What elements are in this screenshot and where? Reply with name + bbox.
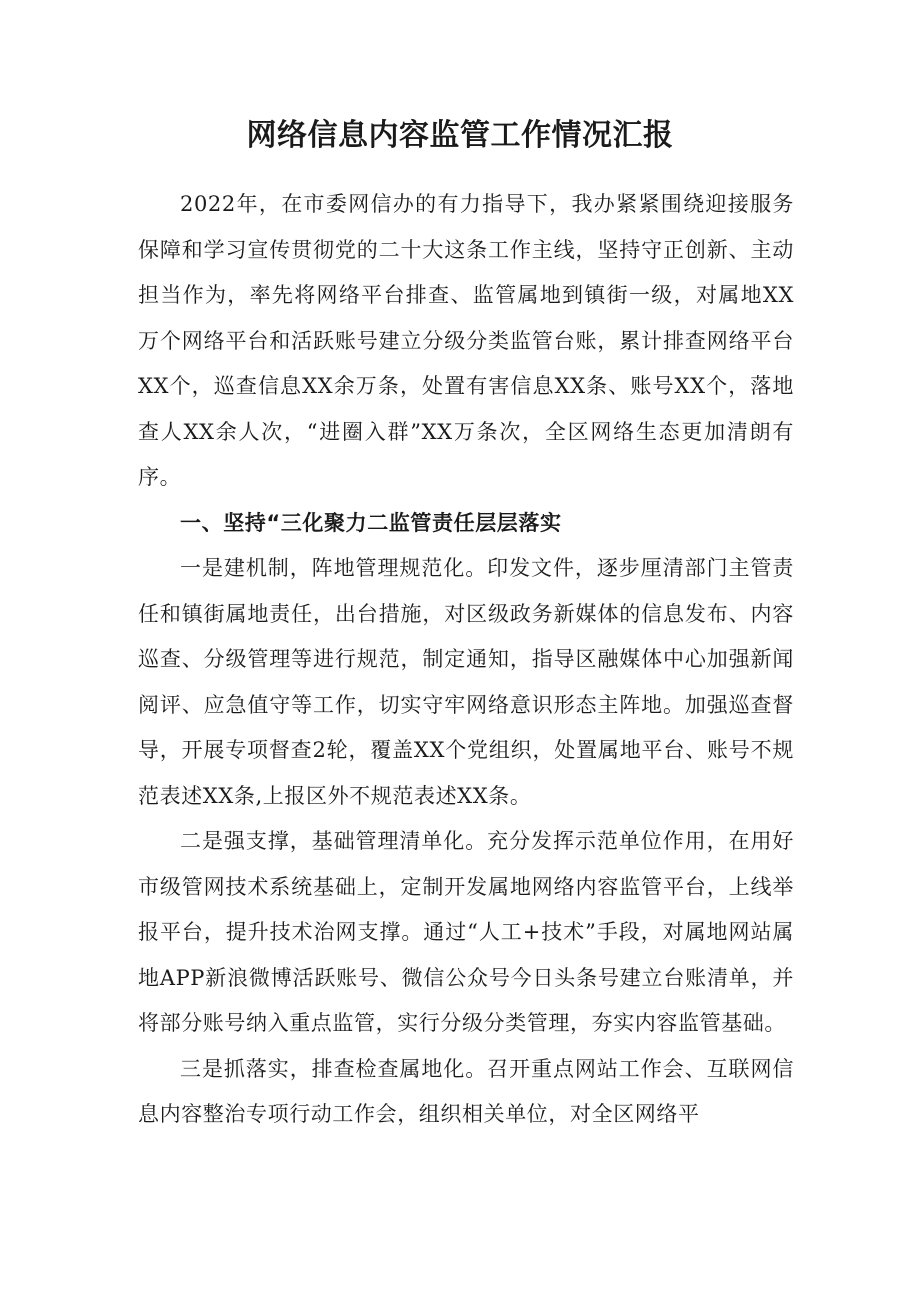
section-heading-1: 一、坚持“三化聚力二监管责任层层落实 [180,510,562,535]
paragraph-support: 二是强支撑，基础管理清单化。充分发挥示范单位作用，在用好市级管网技术系统基础上，定制开发属地网络内容监管平台，上线举报平台，提升技术治网支撑。通过“人工+技术”手段，对属地网站属地APP新浪微博活跃账号、微信公众号今日头条号建立台账清单，并将部分账号纳入重点监管，实行分级分类管理，夯实内容监管基础。 [138,829,794,1035]
paragraph-mechanism: 一是建机制，阵地管理规范化。印发文件，逐步厘清部门主管责任和镇街属地责任，出台措施，对区级政务新媒体的信息发布、内容巡查、分级管理等进行规范，制定通知，指导区融媒体中心加强新闻阅评、应急值守等工作，切实守牢网络意识形态主阵地。加强巡查督导，开展专项督查2轮，覆盖XX个党组织，处置属地平台、账号不规范表述XX条,上报区外不规范表述XX条。 [138,556,794,808]
document-title: 网络信息内容监管工作情况汇报 [246,118,674,153]
intro-paragraph: 2022年，在市委网信办的有力指导下，我办紧紧围绕迎接服务保障和学习宣传贯彻党的二十大这条工作主线，坚持守正创新、主动担当作为，率先将网络平台排查、监管属地到镇街一级，对属地XX万个网络平台和活跃账号建立分级分类监管台账，累计排查网络平台XX个，巡查信息XX余万条，处置有害信息XX条、账号XX个，落地查人XX余人次，“进圈入群”XX万条次，全区网络生态更加清朗有序。 [138,192,794,489]
paragraph-implementation: 三是抓落实，排查检查属地化。召开重点网站工作会、互联网信息内容整治专项行动工作会，组织相关单位，对全区网络平 [138,1056,794,1126]
document-body [138,182,794,1138]
